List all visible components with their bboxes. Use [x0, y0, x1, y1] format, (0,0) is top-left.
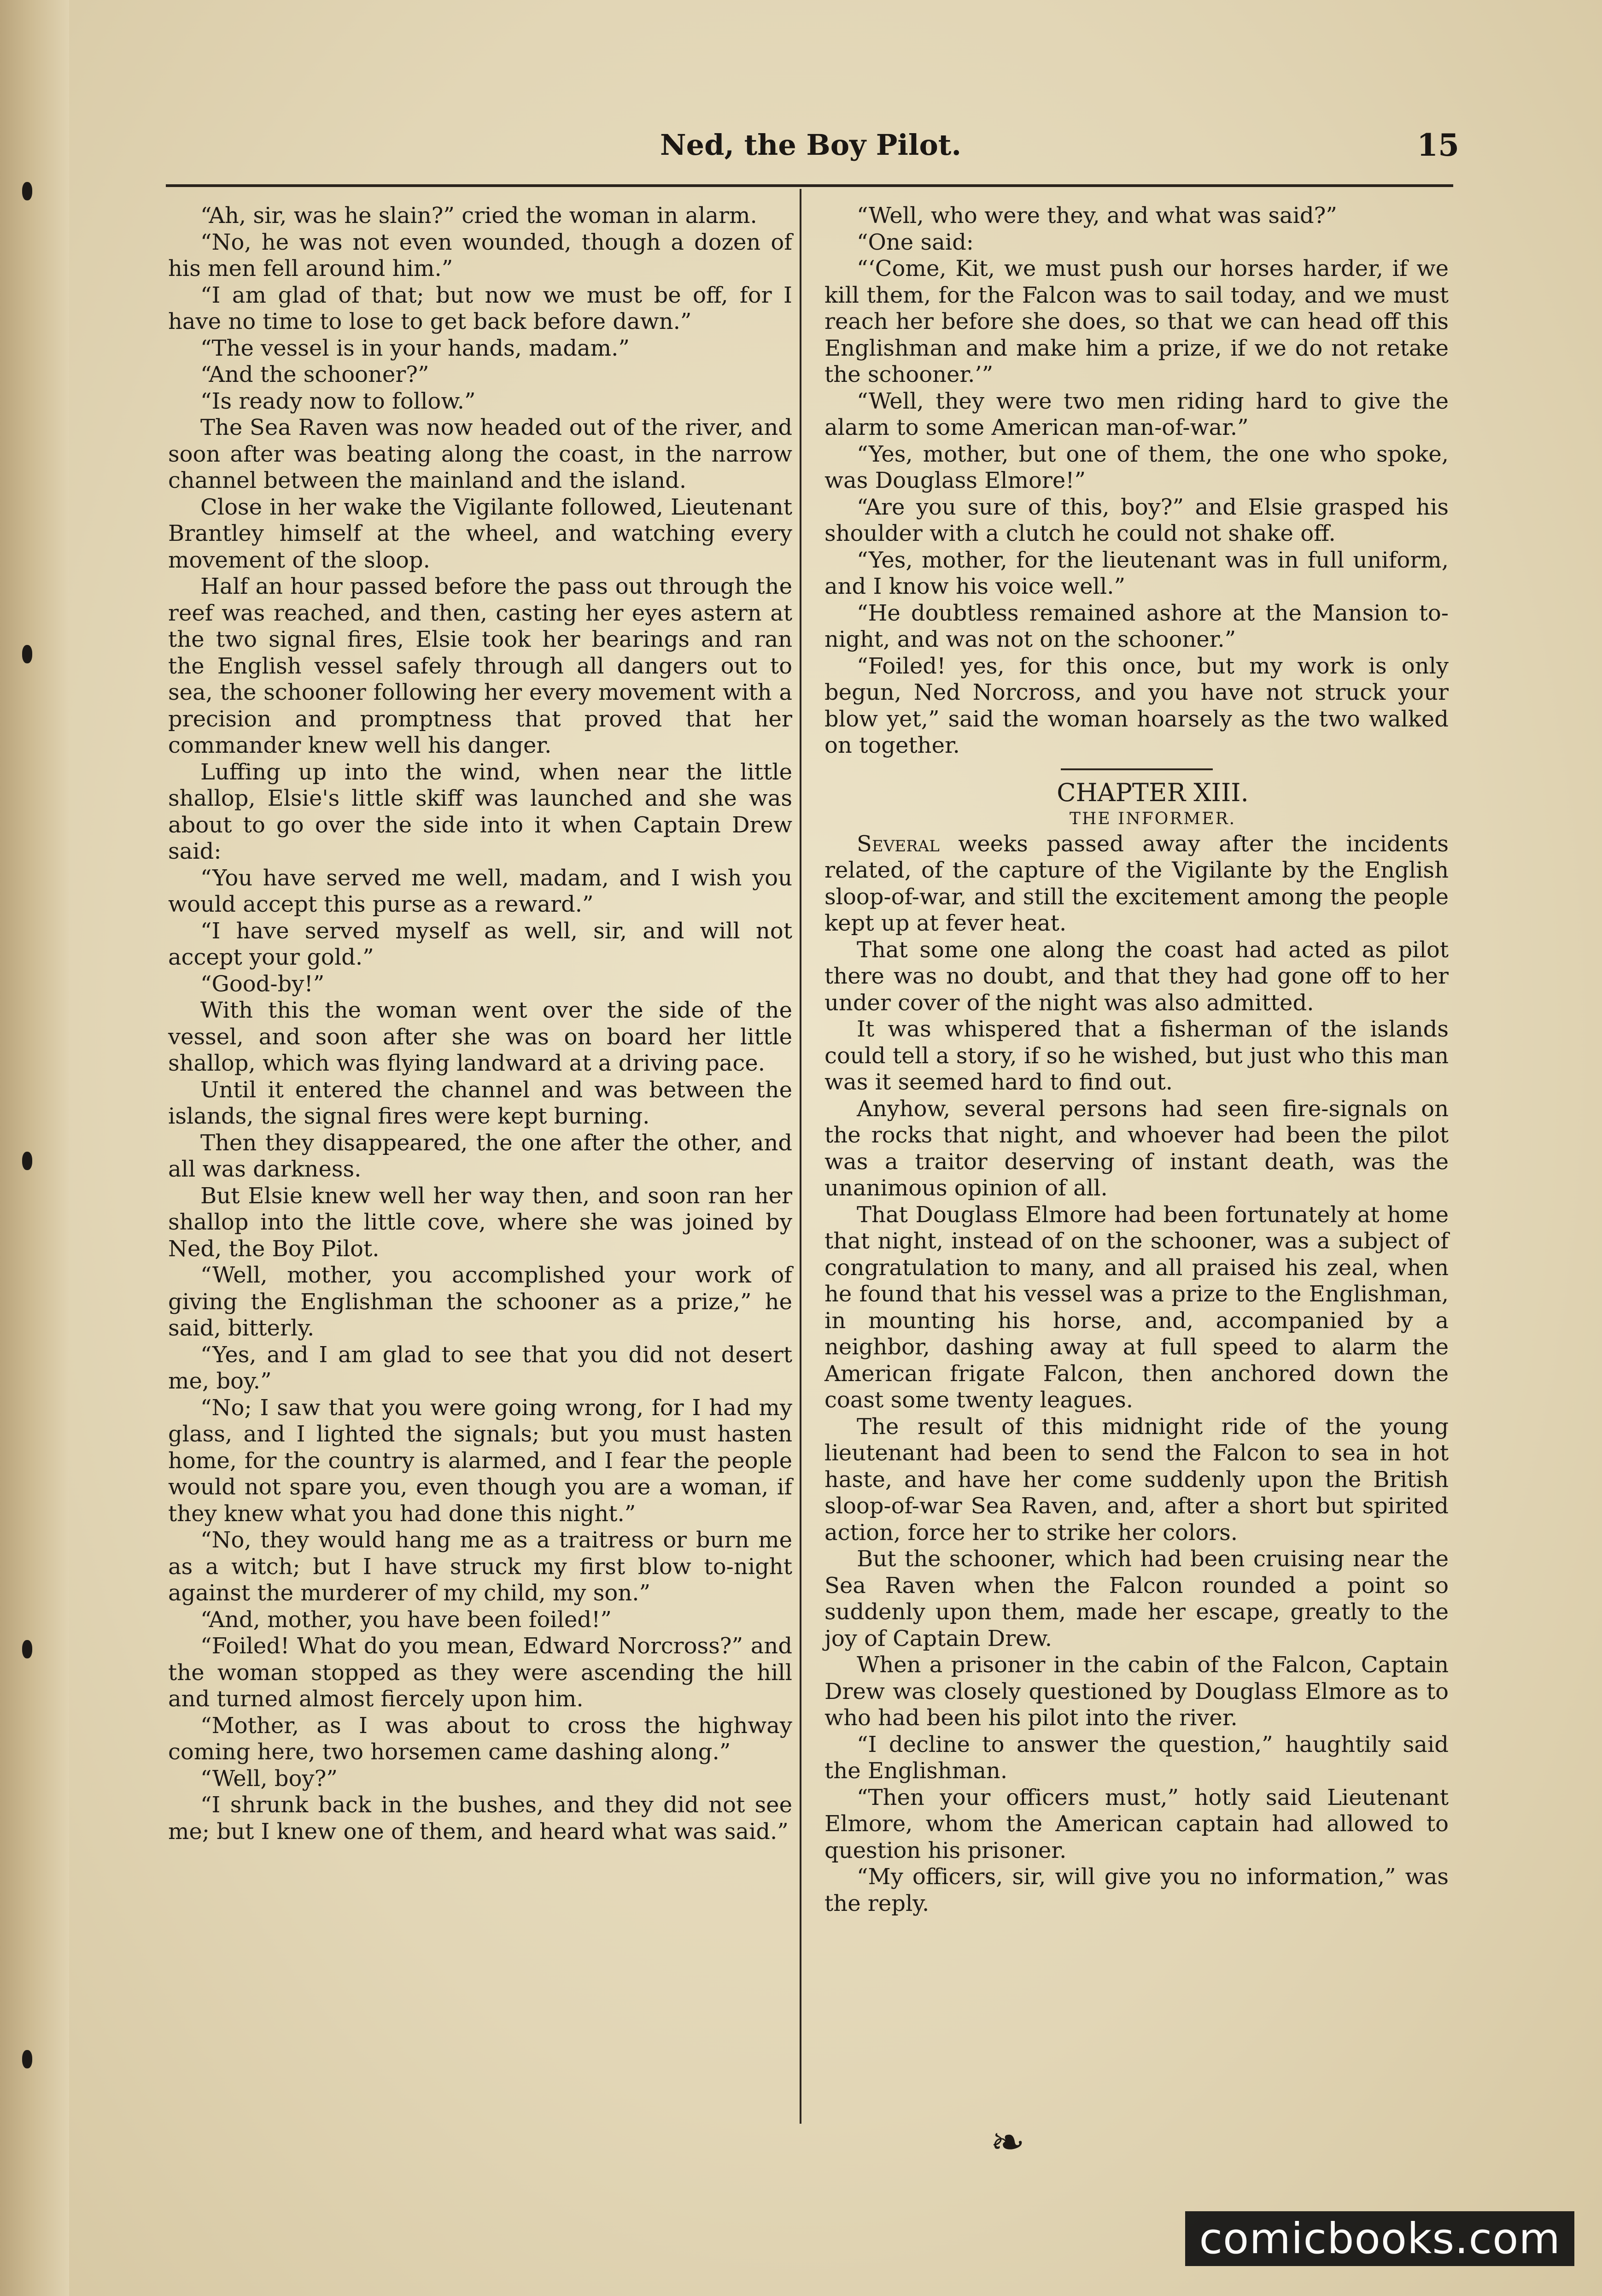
paragraph: “No, he was not even wounded, though a dozen of his men fell around him.”	[168, 229, 792, 281]
fleuron-ornament: ❧	[990, 2118, 1025, 2167]
chapter-heading: CHAPTER XIII.	[1057, 778, 1249, 807]
paragraph: “No, they would hang me as a traitress or burn me as a witch; but I have struck my first blow to-night against the murderer of my child, my son.”	[168, 1527, 792, 1606]
opening-word: Several	[857, 831, 940, 857]
page-header	[166, 123, 1459, 174]
paragraph: “‘Come, Kit, we must push our horses harder, if we kill them, for the Falcon was to sail today, and we must reach her before she does, so that we can head off this Englishman and make him a prize, if we do not retake the schooner.’”	[824, 256, 1449, 387]
staple-hole	[22, 2050, 32, 2068]
chapter-opening-paragraph	[824, 831, 1449, 937]
paragraph: With this the woman went over the side of the vessel, and soon after she was on board her little shallop, which was flying landward at a driving pace.	[168, 997, 792, 1076]
paragraph: “Are you sure of this, boy?” and Elsie grasped his shoulder with a clutch he could not shake off.	[824, 494, 1449, 546]
paragraph: That Douglass Elmore had been fortunately at home that night, instead of on the schooner, was a subject of congratulation to many, and all praised his zeal, when he found that his vessel was a prize to the Englishman, in mounting his horse, and, accompanied by a neighbor, dashing away at full speed to alarm the American frigate Falcon, then anchored down the coast some twenty leagues.	[824, 1201, 1449, 1413]
paragraph: “And the schooner?”	[200, 362, 429, 387]
paragraph: Then they disappeared, the one after the other, and all was darkness.	[168, 1130, 792, 1182]
paragraph: “I have served myself as well, sir, and will not accept your gold.”	[168, 918, 792, 970]
watermark-logo: comicbooks.com	[1185, 2211, 1574, 2266]
section-rule	[1061, 768, 1213, 770]
paragraph: The Sea Raven was now headed out of the river, and soon after was beating along the coast, in the narrow channel between the mainland and the island.	[168, 415, 792, 493]
paragraph: “Mother, as I was about to cross the highway coming here, two horsemen came dashing along.”	[168, 1712, 792, 1765]
paragraph: “Yes, and I am glad to see that you did not desert me, boy.”	[168, 1341, 792, 1394]
paragraph: “Well, who were they, and what was said?”	[857, 203, 1337, 228]
paragraph: “And, mother, you have been foiled!”	[200, 1606, 612, 1633]
paragraph: “I am glad of that; but now we must be off, for I have no time to lose to get back before dawn.”	[168, 282, 792, 334]
paragraph: But the schooner, which had been cruising near the Sea Raven when the Falcon rounded a point so suddenly upon them, made her escape, greatly to the joy of Captain Drew.	[824, 1546, 1449, 1652]
paragraph: “My officers, sir, will give you no information,” was the reply.	[824, 1864, 1449, 1916]
header-rule	[166, 184, 1453, 187]
paragraph: “Yes, mother, for the lieutenant was in full uniform, and I know his voice well.”	[824, 547, 1449, 599]
chapter-subtitle: THE INFORMER.	[1069, 809, 1236, 828]
paragraph: That some one along the coast had acted as pilot there was no doubt, and that they had gone off to her under cover of the night was also admitted.	[824, 937, 1449, 1016]
paragraph: “Ah, sir, was he slain?” cried the woman in alarm.	[200, 203, 757, 228]
paragraph: Anyhow, several persons had seen fire-signals on the rocks that night, and whoever had been the pilot was a traitor deserving of instant death, was the unanimous opinion of all.	[824, 1095, 1449, 1201]
paragraph: “No; I saw that you were going wrong, for I had my glass, and I lighted the signals; but you must hasten home, for the country is alarmed, and I fear the people would not spare you, even though you are a woman, if they knew what you had done this night.”	[168, 1394, 792, 1527]
staple-hole	[22, 645, 32, 663]
right-column-dialogue	[824, 203, 1449, 759]
staple-hole	[22, 182, 32, 200]
paragraph: Until it entered the channel and was between the islands, the signal fires were kept burning.	[168, 1077, 792, 1129]
opening-text: weeks passed away after the incidents related, of the capture of the Vigilante by the English sloop-of-war, and still the excitement among the people kept up at fever heat.	[824, 831, 1449, 936]
column-divider	[800, 189, 801, 2124]
left-column	[168, 203, 792, 1845]
paragraph: “Good-by!”	[200, 971, 325, 997]
staple-hole	[22, 1152, 32, 1170]
paragraph: It was whispered that a fisherman of the islands could tell a story, if so he wished, but just who this man was it seemed hard to find out.	[824, 1016, 1449, 1095]
right-column	[824, 203, 1449, 1917]
paragraph: When a prisoner in the cabin of the Falcon, Captain Drew was closely questioned by Douglass Elmore as to who had been his pilot into the river.	[824, 1652, 1449, 1731]
paragraph: Luffing up into the wind, when near the little shallop, Elsie's little skiff was launched and she was about to go over the side into it when Captain Drew said:	[168, 759, 792, 864]
paragraph: “You have served me well, madam, and I wish you would accept this purse as a reward.”	[168, 865, 792, 917]
paragraph: “Foiled! yes, for this once, but my work is only begun, Ned Norcross, and you have not struck your blow yet,” said the woman hoarsely as the two walked on together.	[824, 653, 1449, 758]
paragraph: The result of this midnight ride of the young lieutenant had been to send the Falcon to sea in hot haste, and have her come suddenly upon the British sloop-of-war Sea Raven, and, after a short but spirited action, force her to strike her colors.	[824, 1413, 1449, 1546]
binding-edge	[0, 0, 69, 2296]
chapter-body	[824, 937, 1449, 1917]
paragraph: “Is ready now to follow.”	[200, 388, 476, 414]
page-number: 15	[1417, 127, 1459, 163]
paragraph: “One said:	[857, 229, 974, 255]
paragraph: “I shrunk back in the bushes, and they did not see me; but I knew one of them, and heard what was said.”	[168, 1792, 792, 1845]
paragraph: “Then your officers must,” hotly said Lieutenant Elmore, whom the American captain had allowed to question his prisoner.	[824, 1784, 1449, 1863]
paragraph: “Well, mother, you accomplished your work of giving the Englishman the schooner as a prize,” he said, bitterly.	[168, 1262, 792, 1341]
paragraph: “He doubtless remained ashore at the Mansion to-night, and was not on the schooner.”	[824, 600, 1449, 652]
paragraph: But Elsie knew well her way then, and soon ran her shallop into the little cove, where she was joined by Ned, the Boy Pilot.	[168, 1183, 792, 1262]
paragraph: “Foiled! What do you mean, Edward Norcross?” and the woman stopped as they were ascending the hill and turned almost fiercely upon him.	[168, 1633, 792, 1712]
staple-hole	[22, 1640, 32, 1658]
paragraph: “I decline to answer the question,” haughtily said the Englishman.	[824, 1731, 1449, 1784]
paragraph: Half an hour passed before the pass out through the reef was reached, and then, casting her eyes astern at the two signal fires, Elsie took her bearings and ran the English vessel safely through all dangers out to sea, the schooner following her every movement with a precision and promptness that proved that her commander knew well his danger.	[168, 574, 792, 758]
paragraph: “Well, boy?”	[200, 1765, 338, 1792]
paragraph: Close in her wake the Vigilante followed, Lieutenant Brantley himself at the wheel, and watching every movement of the sloop.	[168, 494, 792, 573]
paragraph: “Yes, mother, but one of them, the one who spoke, was Douglass Elmore!”	[824, 441, 1449, 493]
paragraph: “Well, they were two men riding hard to give the alarm to some American man-of-war.”	[824, 388, 1449, 440]
paragraph: “The vessel is in your hands, madam.”	[200, 335, 630, 361]
running-title: Ned, the Boy Pilot.	[660, 128, 962, 162]
